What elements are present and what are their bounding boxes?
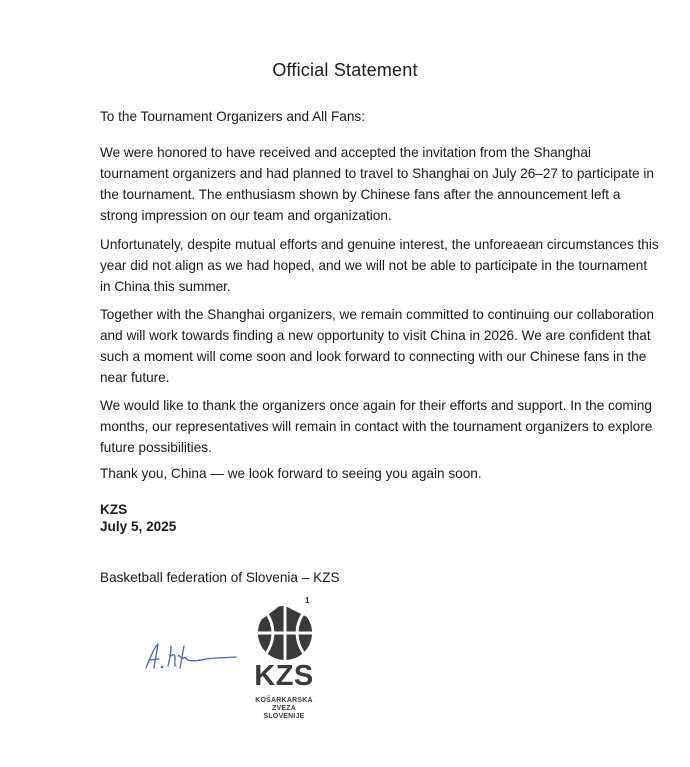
paragraph-4: We would like to thank the organizers once again for their efforts and support. In the coming months, our representatives will remain in contact with the tournament organizers to explore future possibilities. [100, 398, 653, 455]
signatory-name: KZS [100, 502, 128, 517]
organization-line: Basketball federation of Slovenia – KZS [100, 570, 340, 585]
document-title: Official Statement [272, 60, 418, 80]
statement-date: July 5, 2025 [100, 519, 177, 534]
paragraph-2: Unfortunately, despite mutual efforts and genuine interest, the unforeaean circumstances this year did not align as we had hoped, and we will not be able to participate in the tournament in China this summer. [100, 237, 659, 294]
logo-subtitle-line: SLOVENIJE [263, 713, 305, 720]
closing-line: Thank you, China — we look forward to seeing you again soon. [100, 466, 482, 481]
paragraph-1: We were honored to have received and accepted the invitation from the Shanghai tournament organizers and had planned to travel to Shanghai on July 26–27 to participate in the tournament. The enthusiasm shown by Chinese fans after the announcement left a strong impression on our team and organization. [100, 145, 654, 223]
logo-acronym: KZS [254, 660, 314, 692]
logo-subtitle-line: KOŠARKARSKA [255, 697, 313, 704]
logo-mark: 1 [305, 596, 310, 605]
kzs-logo [248, 596, 328, 731]
salutation: To the Tournament Organizers and All Fans: [100, 109, 365, 124]
handwritten-signature-icon [140, 638, 240, 678]
paragraph-3: Together with the Shanghai organizers, we remain committed to continuing our collaboration and will work towards finding a new opportunity to visit China in 2026. We are confident that such a moment will come soon and look forward to connecting with our Chinese fans in the near future. [100, 307, 654, 385]
logo-subtitle [248, 697, 320, 721]
logo-subtitle-line: ZVEZA [272, 705, 296, 712]
basketball-icon [256, 604, 314, 662]
